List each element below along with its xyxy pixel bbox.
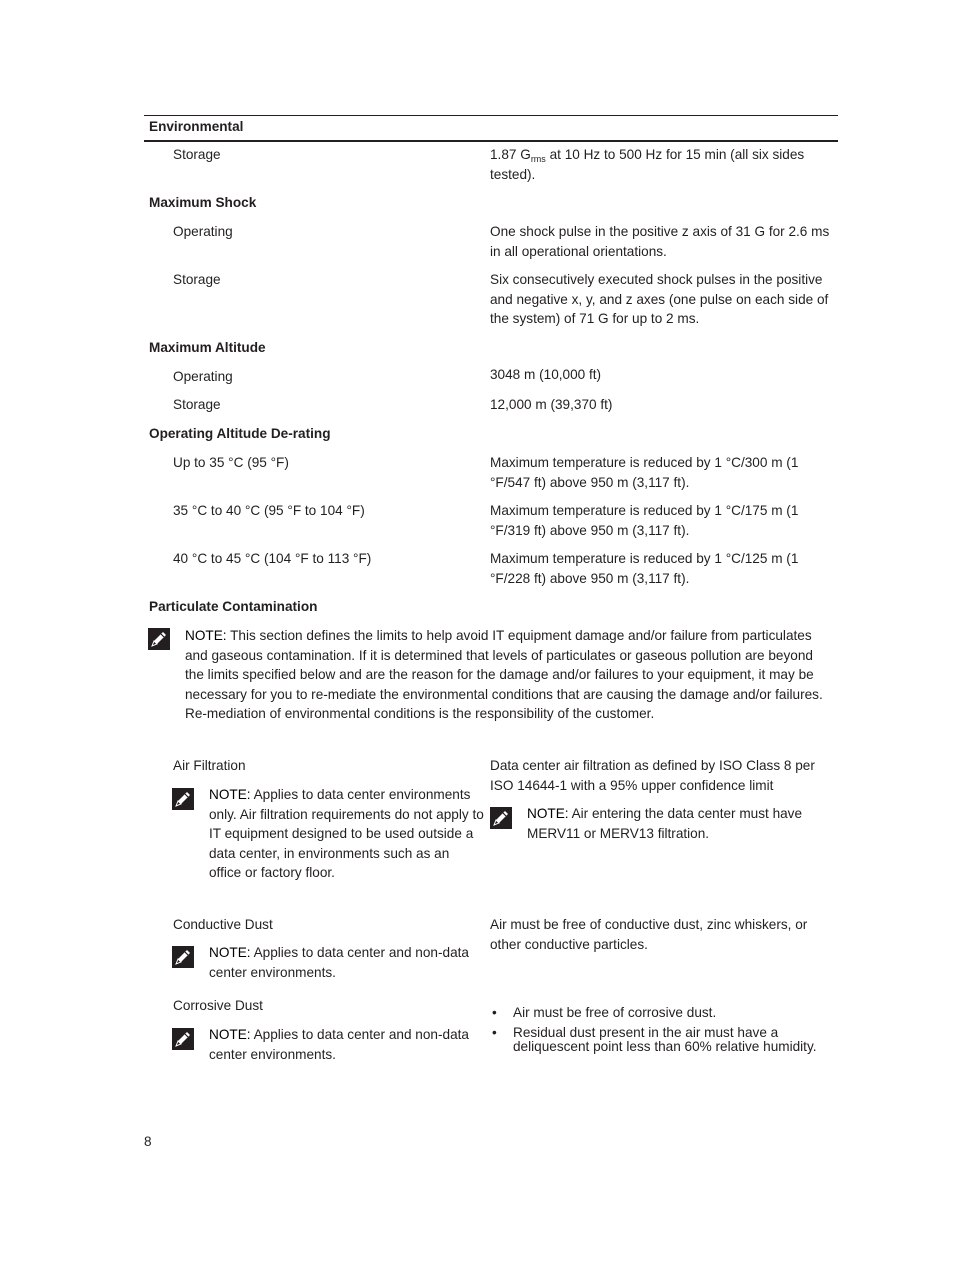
conductive-dust-value: Air must be free of conductive dust, zinc whiskers, or other conductive particles. (490, 917, 808, 952)
particulate-note: NOTE: This section defines the limits to help avoid IT equipment damage and/or failure from particulates and gaseous contamination. If it is determined that levels of particulates or gaseous pollution are beyond the limits specified below and are the reason for the damage and/or failures to your equipment, it may be necessary for you to re-mediate the environmental conditions that are causing the damage and/or failures. Re-mediation of environmental conditions is the responsibility of the customer. (185, 628, 823, 721)
note-pencil-icon (148, 628, 170, 650)
bullet-icon: • (492, 1024, 497, 1040)
section-heading-maximum-shock: Maximum Shock (149, 195, 257, 210)
note-pencil-icon (490, 807, 512, 829)
note-pencil-icon (172, 788, 194, 810)
conductive-dust-note: NOTE: Applies to data center and non-data center environments. (209, 945, 469, 980)
derating-row-3-label: 40 °C to 45 °C (104 °F to 113 °F) (173, 551, 372, 566)
altitude-operating-label: Operating (173, 369, 233, 384)
table-header-top-rule (144, 115, 838, 116)
vibration-storage-value: 1.87 $G_{rms}$ at 10 Hz to 500 Hz for 15 min (all six sides tested). (490, 147, 805, 182)
list-item: • Air must be free of corrosive dust. (492, 1005, 717, 1020)
list-item: • Residual dust present in the air must have a deliquescent point less than 60% relative humidity. (492, 1024, 817, 1054)
section-heading-altitude-derating: Operating Altitude De-rating (149, 426, 331, 441)
air-filtration-left-note: NOTE: Applies to data center environments only. Air filtration requirements do not apply to IT equipment designed to be used outside a data center, in environments such as an office or factory floor. (209, 787, 484, 880)
derating-row-1-value: Maximum temperature is reduced by 1 °C/300 m (1 °F/547 ft) above 950 m (3,117 ft). (490, 455, 799, 490)
conductive-dust-label: Conductive Dust (173, 917, 273, 932)
table-header: Environmental (149, 119, 244, 134)
corrosive-dust-label: Corrosive Dust (173, 998, 263, 1013)
air-filtration-right-note: NOTE: Air entering the data center must have MERV11 or MERV13 filtration. (527, 806, 803, 841)
bullet-icon: • (492, 1005, 497, 1020)
derating-row-3-value: Maximum temperature is reduced by 1 °C/125 m (1 °F/228 ft) above 950 m (3,117 ft). (490, 551, 799, 586)
air-filtration-value: Data center air filtration as defined by ISO Class 8 per ISO 14644-1 with a 95% upper confidence limit (490, 758, 815, 793)
section-heading-particulate-contamination: Particulate Contamination (149, 599, 318, 614)
altitude-storage-value: 12,000 m (39,370 ft) (490, 397, 613, 412)
shock-operating-label: Operating (173, 224, 233, 239)
page-number: 8 (144, 1134, 152, 1149)
vibration-storage-label: Storage (173, 147, 221, 162)
note-pencil-icon (172, 946, 194, 968)
air-filtration-label: Air Filtration (173, 758, 246, 773)
derating-row-2-label: 35 °C to 40 °C (95 °F to 104 °F) (173, 503, 365, 518)
corrosive-dust-note: NOTE: Applies to data center and non-data center environments. (209, 1027, 469, 1062)
derating-row-2-value: Maximum temperature is reduced by 1 °C/175 m (1 °F/319 ft) above 950 m (3,117 ft). (490, 503, 799, 538)
shock-operating-value: One shock pulse in the positive z axis of 31 G for 2.6 ms in all operational orientations. (490, 224, 830, 259)
shock-storage-value: Six consecutively executed shock pulses in the positive and negative x, y, and z axes (one pulse on each side of the system) of 71 G for up to 2 ms. (490, 272, 829, 326)
note-pencil-icon (172, 1028, 194, 1050)
altitude-operating-value: 3048 m (10,000 ft) (490, 367, 602, 382)
section-heading-maximum-altitude: Maximum Altitude (149, 340, 266, 355)
shock-storage-label: Storage (173, 272, 221, 287)
altitude-storage-label: Storage (173, 397, 221, 412)
derating-row-1-label: Up to 35 °C (95 °F) (173, 455, 289, 470)
table-header-bottom-rule (144, 140, 838, 142)
corrosive-dust-bullet-list (490, 1006, 830, 1060)
